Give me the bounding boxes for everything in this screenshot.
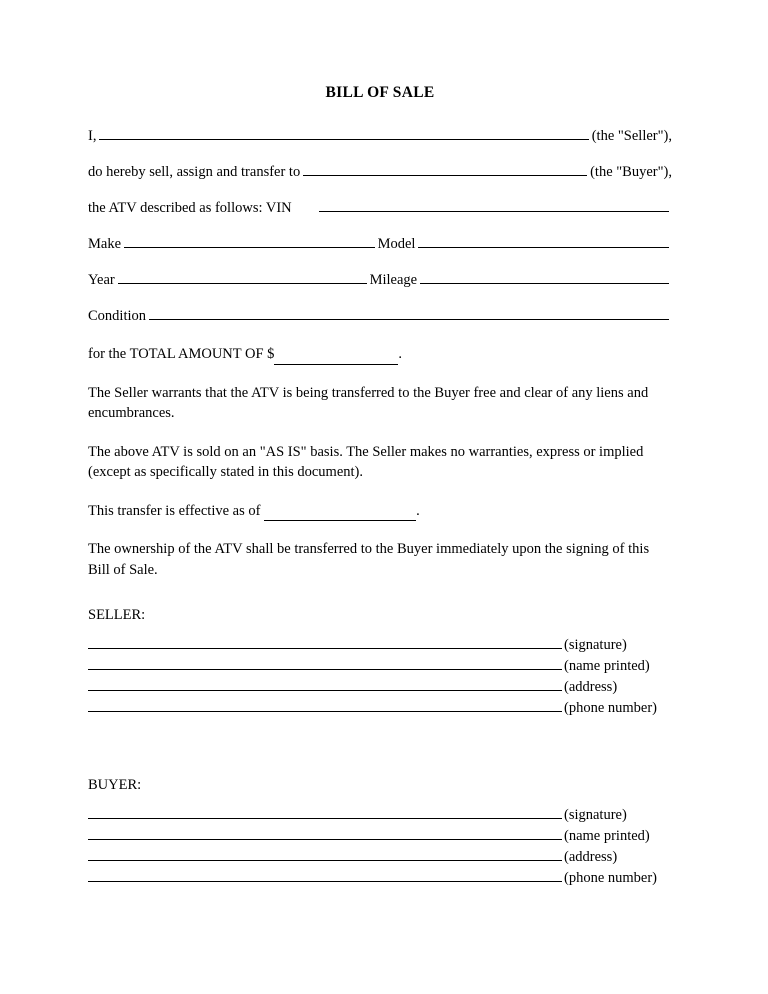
make-model-row [88,236,672,253]
as-is-paragraph: The above ATV is sold on an "AS IS" basis. The Seller makes no warranties, express or implied (except as specifically stated in this document). [88,443,644,481]
bill-of-sale-document [88,84,672,891]
vin-row [88,200,672,217]
buyer-name-prefix: do hereby sell, assign and transfer to [88,164,301,180]
seller-phone-row [88,700,672,717]
seller-signature-caption: (signature) [564,636,627,653]
total-amount-suffix: . [398,346,403,362]
seller-phone-caption: (phone number) [564,699,658,716]
seller-address-input[interactable] [88,689,562,691]
buyer-phone-row [88,870,672,887]
vin-label: the ATV described as follows: VIN [88,200,292,216]
seller-name-input[interactable] [99,138,588,140]
buyer-signature-input[interactable] [88,817,562,819]
seller-name-printed-input[interactable] [88,668,562,670]
model-label: Model [377,236,416,252]
make-label: Make [88,236,122,252]
make-input[interactable] [124,246,375,248]
buyer-section-label: BUYER: [88,776,142,793]
vin-input[interactable] [319,210,669,212]
seller-signature-block [88,637,672,717]
condition-row [88,308,672,325]
warranty-paragraph: The Seller warrants that the ATV is being transferred to the Buyer free and clear of any liens and encumbrances. [88,384,649,422]
buyer-signature-row [88,807,672,824]
ownership-paragraph: The ownership of the ATV shall be transferred to the Buyer immediately upon the signing of this Bill of Sale. [88,541,650,579]
section-spacer [88,721,672,751]
seller-name-suffix: (the "Seller"), [591,128,672,144]
mileage-label: Mileage [369,272,418,288]
buyer-signature-block [88,807,672,887]
total-amount-input[interactable] [274,350,398,365]
buyer-address-caption: (address) [564,848,618,865]
effective-date-row [88,501,672,522]
seller-address-caption: (address) [564,678,618,695]
mileage-input[interactable] [420,282,669,284]
buyer-phone-caption: (phone number) [564,869,658,886]
seller-name-printed-caption: (name printed) [564,657,650,674]
total-amount-label: for the TOTAL AMOUNT OF $ [88,346,275,362]
buyer-name-printed-input[interactable] [88,838,562,840]
buyer-name-suffix: (the "Buyer"), [590,164,672,180]
buyer-address-input[interactable] [88,859,562,861]
buyer-name-printed-caption: (name printed) [564,827,650,844]
buyer-phone-input[interactable] [88,880,562,882]
total-amount-row [88,344,672,365]
buyer-name-printed-row [88,828,672,845]
effective-date-input[interactable] [264,507,416,522]
year-label: Year [88,272,115,288]
effective-date-label: This transfer is effective as of [88,502,261,519]
buyer-signature-caption: (signature) [564,806,627,823]
seller-signature-input[interactable] [88,647,562,649]
page-title: BILL OF SALE [325,84,435,101]
seller-address-row [88,679,672,696]
seller-name-row [88,128,672,145]
effective-date-suffix: . [416,502,420,519]
condition-input[interactable] [149,318,669,320]
buyer-address-row [88,849,672,866]
condition-label: Condition [88,308,147,324]
buyer-name-input[interactable] [303,174,587,176]
seller-section-label: SELLER: [88,606,146,623]
year-input[interactable] [118,282,367,284]
seller-phone-input[interactable] [88,710,562,712]
buyer-name-row [88,164,672,181]
year-mileage-row [88,272,672,289]
seller-name-prefix: I, [88,128,97,144]
seller-signature-row [88,637,672,654]
seller-name-printed-row [88,658,672,675]
model-input[interactable] [418,246,669,248]
